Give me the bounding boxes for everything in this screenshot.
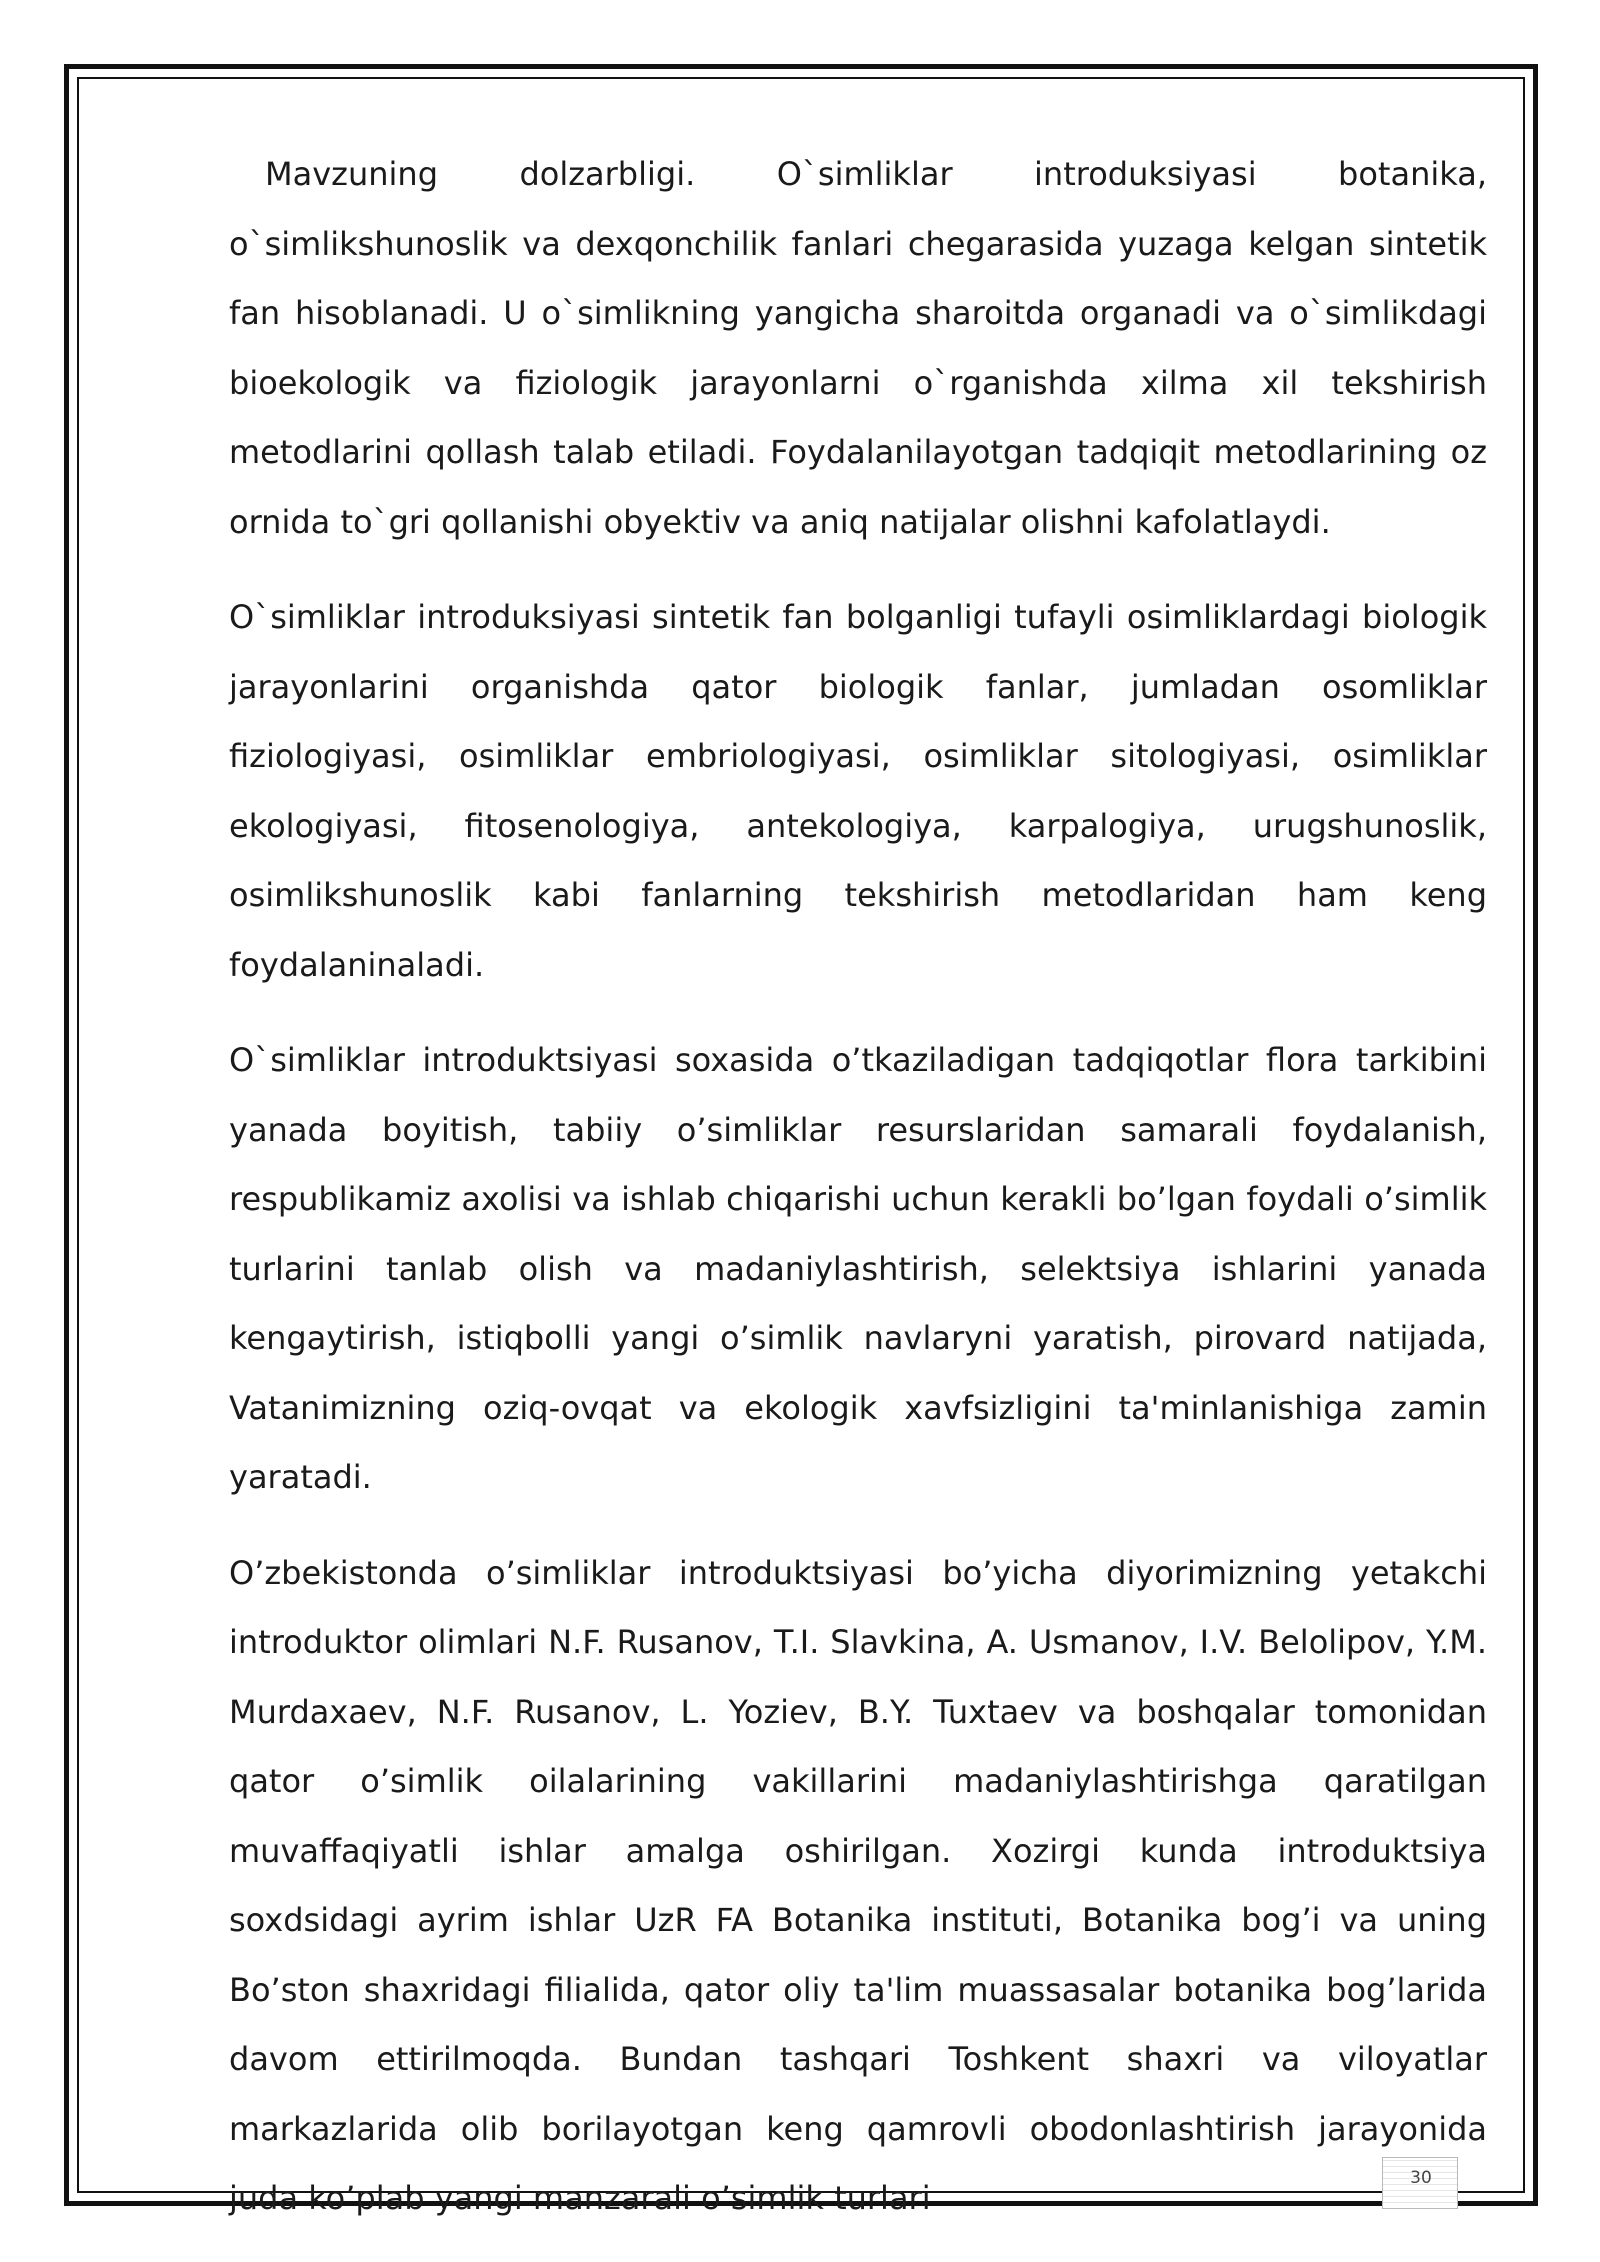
document-body [229,140,1487,2260]
page-number: 30 [1410,2168,1432,2188]
paragraph-uzbekistan-scientists: O’zbekistonda o’simliklar introduktsiyasi bo’yicha diyorimizning yetakchi introduktor olimlari N.F. Rusanov, T.I. Slavkina, A. Usmanov, I.V. Belolipov, Y.M. Murdaxaev, N.F. Rusanov, L. Yoziev, B.Y. Tuxtaev va boshqalar tomonidan qator o’simlik oilalarining vakillarini madaniylashtirishga qaratilgan muvaffaqiyatli ishlar amalga oshirilgan. Xozirgi kunda introduktsiya soxdsidagi ayrim ishlar UzR FA Botanika instituti, Botanika bog’i va uning Bo’ston shaxridagi filialida, qator oliy ta'lim muassasalar botanika bog’larida davom ettirilmoqda. Bundan tashqari Toshkent shaxri va viloyatlar markazlarida olib borilayotgan keng qamrovli obodonlashtirish jarayonida juda ko’plab yangi manzarali o’simlik turlari [229,1553,1487,2217]
paragraph-research-goals: O`simliklar introduktsiyasi soxasida o’tkaziladigan tadqiqotlar flora tarkibini yanada boyitish, tabiiy o’simliklar resurslaridan samarali foydalanish, respublikamiz axolisi va ishlab chiqarishi uchun kerakli bo’lgan foydali o’simlik turlarini tanlab olish va madaniylashtirish, selektsiya ishlarini yanada kengaytirish, istiqbolli yangi o’simlik navlaryni yaratish, pirovard natijada, Vatanimizning oziq-ovqat va ekologik xavfsizligini ta'minlanishiga zamin yaratadi. [229,1041,1487,1496]
paragraph-relevance: Mavzuning dolzarbligi. O`simliklar introduksiyasi botanika, o`simlikshunoslik va dexqonchilik fanlari chegarasida yuzaga kelgan sintetik fan hisoblanadi. U o`simlikning yangicha sharoitda organadi va o`simlikdagi bioekologik va fiziologik jarayonlarni o`rganishda xilma xil tekshirish metodlarini qollash talab etiladi. Foydalanilayotgan tadqiqit metodlarining oz ornida to`gri qollanishi obyektiv va aniq natijalar olishni kafolatlaydi. [229,155,1487,541]
page-number-box [1382,2157,1458,2209]
paragraph-synthetic-science: O`simliklar introduksiyasi sintetik fan bolganligi tufayli osimliklardagi biologik jarayonlarini organishda qator biologik fanlar, jumladan osomliklar fiziologiyasi, osimliklar embriologiyasi, osimliklar sitologiyasi, osimliklar ekologiyasi, fitosenologiya, antekologiya, karpalogiya, urugshunoslik, osimlikshunoslik kabi fanlarning tekshirish metodlaridan ham keng foydalaninaladi. [229,598,1487,984]
